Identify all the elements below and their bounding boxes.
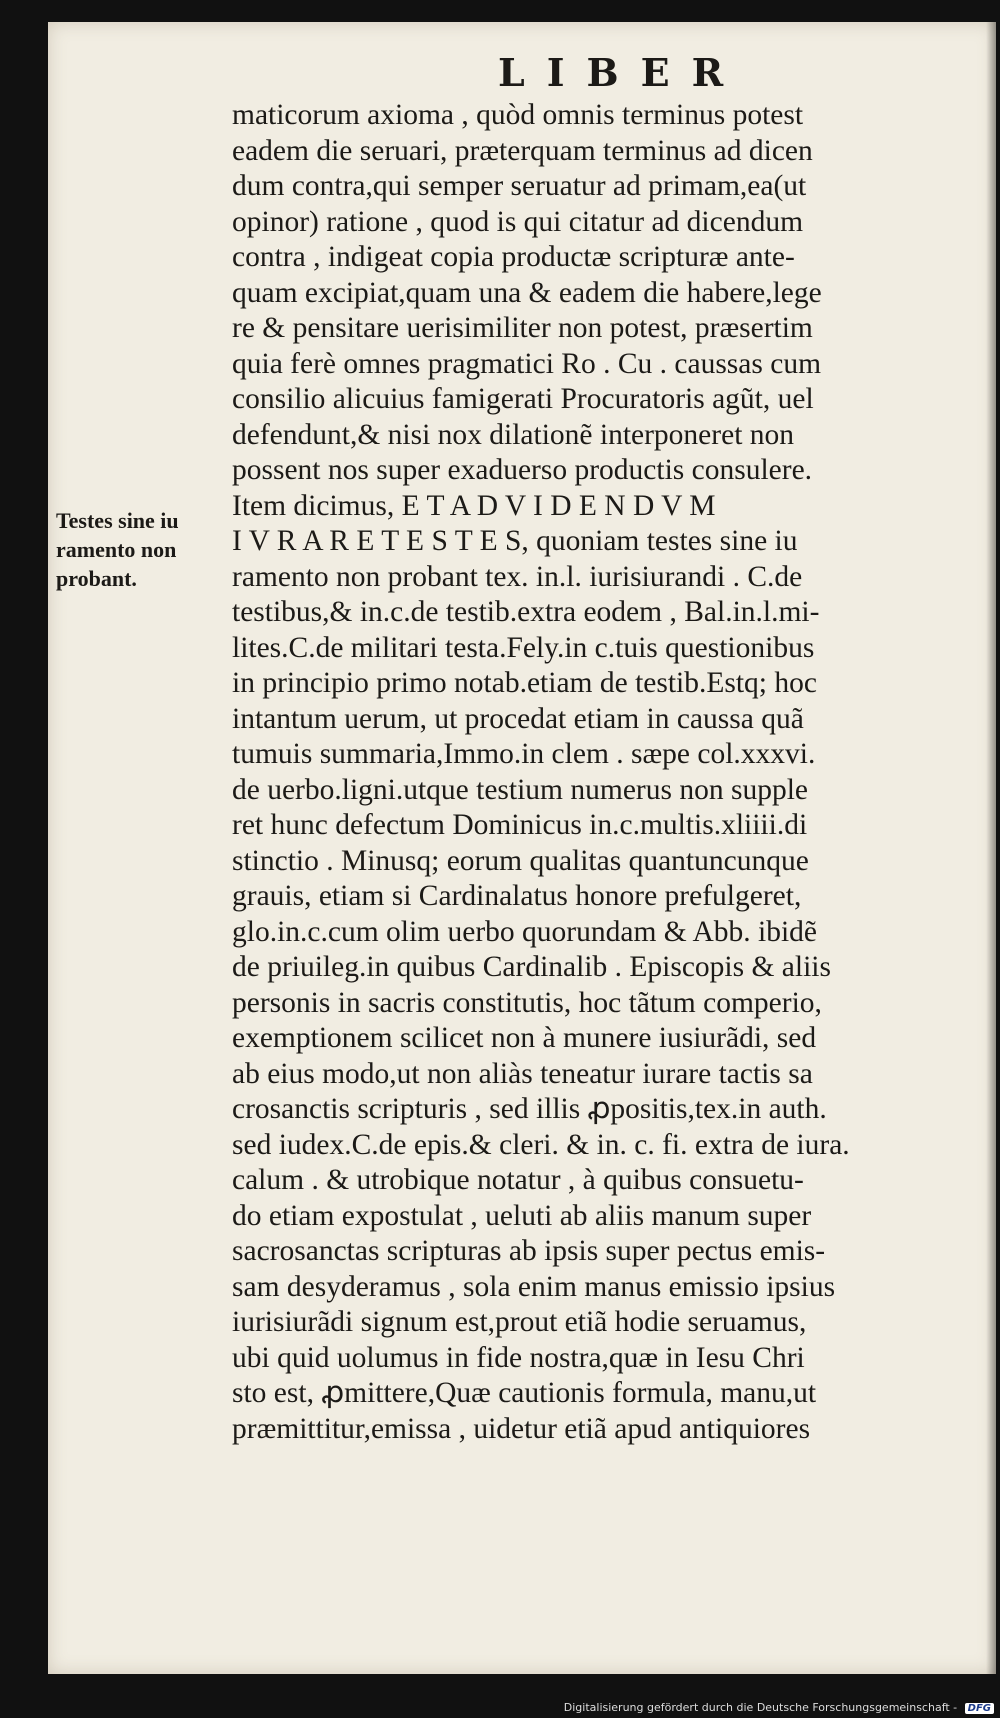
text-line: maticorum axioma , quòd omnis terminus potest [232, 99, 804, 131]
text-line: lites.C.de militari testa.Fely.in c.tuis questionibus [232, 631, 815, 664]
text-line: exemptionem scilicet non à munere iusiurãdi, sed [232, 1022, 817, 1054]
text-line: ret hunc defectum Dominicus in.c.multis.xliiii.di [232, 809, 808, 841]
text-line: stinctio . Minusq; eorum qualitas quantuncunque [232, 844, 809, 877]
text-line: dum contra,qui semper seruatur ad primam,ea(ut [232, 170, 807, 202]
text-line: ab eius modo,ut non aliàs teneatur iurare tactis sa [232, 1057, 813, 1090]
margin-note-line: probant. [56, 566, 137, 591]
text-line: sto est, ꝓmittere,Quæ cautionis formula, manu,ut [232, 1377, 817, 1409]
text-line: de uerbo.ligni.utque testium numerus non supple [232, 773, 808, 806]
text-line: crosanctis scripturis , sed illis ꝓpositis,tex.in auth. [232, 1093, 827, 1125]
text-line: consilio alicuius famigerati Procuratoris agũt, uel [232, 383, 814, 415]
text-line: eadem die seruari, præterquam terminus ad dicen [232, 134, 813, 167]
text-line: possent nos super exaduerso productis consulere. [232, 454, 813, 486]
text-line: præmittitur,emissa , uidetur etiã apud antiquiores [232, 1412, 811, 1445]
text-line: quia ferè omnes pragmatici Ro . Cu . caussas cum [232, 347, 822, 380]
text-line: de priuileg.in quibus Cardinalib . Episcopis & aliis [232, 951, 831, 983]
credit-text: Digitalisierung gefördert durch die Deutsche Forschungsgemeinschaft - [563, 1701, 958, 1714]
text-line: re & pensitare uerisimiliter non potest, præsertim [232, 312, 813, 344]
margin-note-line: Testes sine iu [56, 508, 179, 533]
text-line: in principio primo notab.etiam de testib.Estq; hoc [232, 667, 817, 699]
margin-note-line: ramento non [56, 537, 177, 562]
text-line: glo.in.c.cum olim uerbo quorundam & Abb. ibidẽ [232, 915, 818, 948]
text-line: iurisiurãdi signum est,prout etiã hodie seruamus, [232, 1306, 807, 1338]
text-line: grauis, etiam si Cardinalatus honore prefulgeret, [232, 880, 802, 912]
text-line: defendunt,& nisi nox dilationẽ interponeret non [232, 418, 795, 451]
text-line: sacrosanctas scripturas ab ipsis super pectus emis- [232, 1235, 826, 1267]
text-line: contra , indigeat copia productæ scripturæ ante- [232, 241, 795, 273]
text-line: Item dicimus, E T A D V I D E N D V M [232, 489, 716, 522]
text-line: testibus,& in.c.de testib.extra eodem , Bal.in.l.mi- [232, 596, 820, 628]
text-line: calum . & utrobique notatur , à quibus consuetu- [232, 1164, 804, 1196]
running-title: LIBER [498, 50, 746, 95]
text-line: do etiam expostulat , ueluti ab aliis manum super [232, 1199, 812, 1232]
text-line: personis in sacris constitutis, hoc tãtum comperio, [232, 986, 822, 1019]
text-line: ubi quid uolumus in fide nostra,quæ in Iesu Chri [232, 1341, 805, 1374]
text-line: ramento non probant tex. in.l. iurisiurandi . C.de [232, 560, 803, 593]
text-line: tumuis summaria,Immo.in clem . sæpe col.xxxvi. [232, 738, 816, 770]
text-line: sam desyderamus , sola enim manus emissio ipsius [232, 1270, 836, 1303]
text-line: I V R A R E T E S T E S, quoniam testes sine iu [232, 525, 798, 557]
text-line: opinor) ratione , quod is qui citatur ad dicendum [232, 205, 804, 238]
text-line: sed iudex.C.de epis.& cleri. & in. c. fi. extra de iura. [232, 1128, 850, 1161]
body-text [232, 98, 952, 1447]
text-line: quam excipiat,quam una & eadem die habere,lege [232, 276, 822, 309]
margin-note [56, 506, 226, 593]
book-page [48, 22, 996, 1674]
text-line: intantum uerum, ut procedat etiam in caussa quã [232, 702, 804, 735]
digitization-credit [0, 1701, 994, 1714]
dfg-logo-icon: DFG [965, 1703, 994, 1714]
